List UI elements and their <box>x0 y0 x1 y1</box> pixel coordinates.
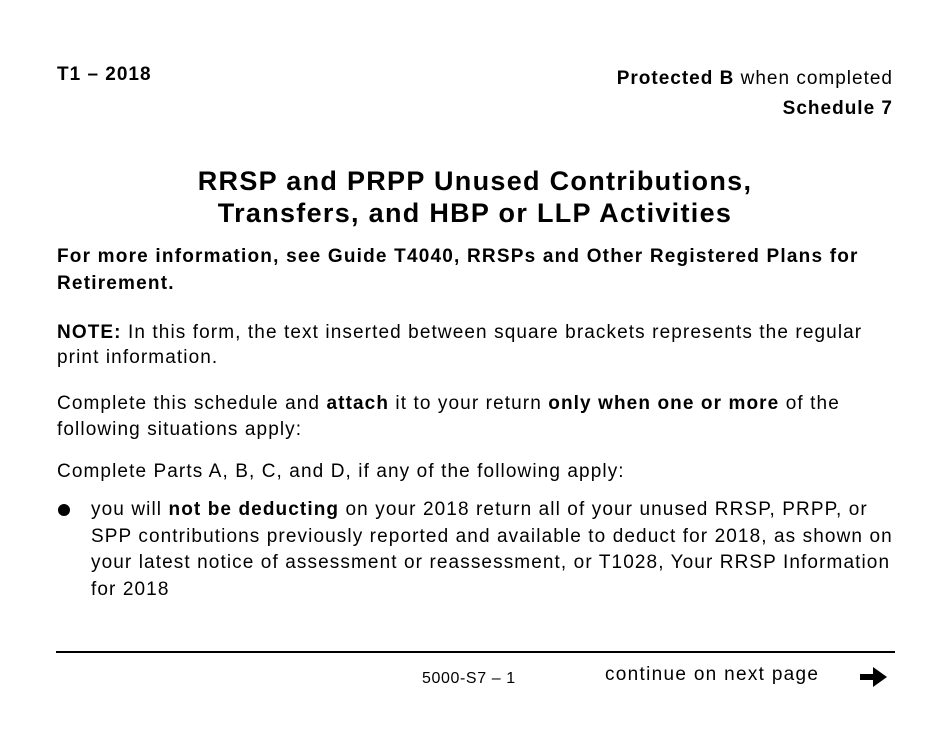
protected-label: Protected B <box>616 68 735 89</box>
footer-divider <box>56 651 895 653</box>
intro-text-2: it to your return <box>389 393 549 414</box>
guide-reference: For more information, see Guide T4040, RRSPs and Other Registered Plans for Retirement. <box>57 246 859 294</box>
note-text: In this form, the text inserted between square brackets represents the regular print information. <box>57 322 863 368</box>
intro-text-1: Complete this schedule and <box>57 393 327 414</box>
protected-status <box>617 64 893 94</box>
bullet-bold: not be deducting <box>168 499 340 520</box>
parts-instruction: Complete Parts A, B, C, and D, if any of the following apply: <box>57 461 625 482</box>
intro-bold-condition: only when one or more <box>548 393 780 414</box>
form-identifier: T1 – 2018 <box>57 64 152 85</box>
bullet-text-pre: you will <box>91 499 169 520</box>
page-number: 5000-S7 – 1 <box>422 670 516 687</box>
bullet-text-post: on your 2018 return all of your unused RRSP, PRPP, or SPP contributions previously reported and available to deduct for 2018, as shown on your latest notice of assessment or reassessment, or T1028, Your RRSP Information for 2018 <box>91 499 893 600</box>
bullet-item <box>91 497 901 603</box>
title-line-1: RRSP and PRPP Unused Contributions, <box>197 166 753 196</box>
protected-suffix: when completed <box>734 68 893 89</box>
note-paragraph <box>57 320 897 370</box>
intro-paragraph <box>57 391 897 443</box>
right-arrow-icon[interactable] <box>859 665 889 689</box>
intro-bold-attach: attach <box>326 393 390 414</box>
intro-text-3: of the following situations apply: <box>57 393 840 440</box>
title-line-2: Transfers, and HBP or LLP Activities <box>217 198 733 228</box>
schedule-label: Schedule 7 <box>782 98 893 119</box>
bullet-icon <box>58 504 70 516</box>
page-title <box>57 165 893 229</box>
continue-next-page-link[interactable]: continue on next page <box>605 664 820 685</box>
note-label: NOTE: <box>57 322 122 343</box>
header-right <box>617 64 893 124</box>
